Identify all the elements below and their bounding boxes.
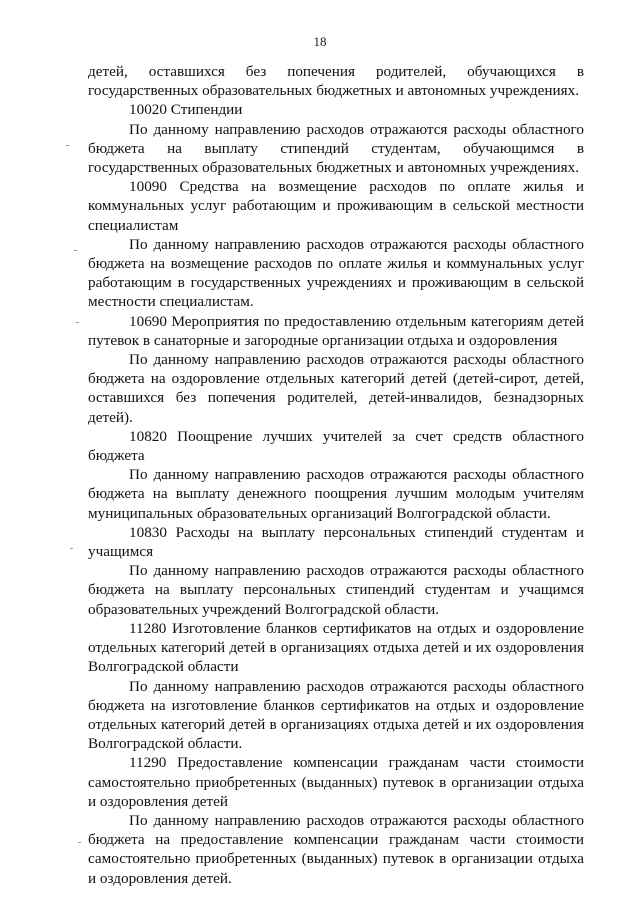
section-heading-10090: 10090 Средства на возмещение расходов по оплате жилья и коммунальных услуг работающим и проживающим в сельской местности специалистам <box>88 178 584 234</box>
section-text-11290: По данному направлению расходов отражаются расходы областного бюджета на предоставление компенсации гражданам части стоимости самостоятельно приобретенных (выданных) путевок в организации отдыха и оздоровления детей. <box>88 811 584 887</box>
section-heading-10830: 10830 Расходы на выплату персональных стипендий студентам и учащимся <box>88 523 584 561</box>
section-text-10020: По данному направлению расходов отражаются расходы областного бюджета на выплату стипендий студентам, обучающимся в государственных образовательных бюджетных и автономных учреждениях. <box>88 120 584 177</box>
paragraph-continuation: детей, оставшихся без попечения родителей, обучающихся в государственных образовательных бюджетных и автономных учреждениях. <box>88 63 584 100</box>
section-text-10820: По данному направлению расходов отражаются расходы областного бюджета на выплату денежного поощрения лучшим молодым учителям муниципальных образовательных организаций Волгоградской области. <box>88 466 584 522</box>
page-number: 18 <box>313 34 327 49</box>
scan-mark <box>78 842 81 843</box>
scan-mark <box>76 322 79 323</box>
section-text-11280: По данному направлению расходов отражаются расходы областного бюджета на изготовление бланков сертификатов на отдых и оздоровление отдельных категорий детей в организациях отдыха детей и их оздоровления Волгоградской области. <box>88 677 584 753</box>
document-body <box>88 62 584 888</box>
section-heading-10690: 10690 Мероприятия по предоставлению отдельным категориям детей путевок в санаторные и загородные организации отдыха и оздоровления <box>88 312 584 349</box>
section-heading-10020: 10020 Стипендии <box>129 101 243 119</box>
section-text-10690: По данному направлению расходов отражаются расходы областного бюджета на оздоровление отдельных категорий детей (детей-сирот, детей, оставшихся без попечения родителей, детей-инвалидов, безнадзорных детей). <box>88 351 584 426</box>
section-heading-11280: 11280 Изготовление бланков сертификатов на отдых и оздоровление отдельных категорий детей в организациях отдыха детей и их оздоровления Волгоградской области <box>88 619 584 676</box>
section-text-10830: По данному направлению расходов отражаются расходы областного бюджета на выплату персональных стипендий студентам и учащимся образовательных учреждений Волгоградской области. <box>88 562 584 618</box>
section-heading-11290: 11290 Предоставление компенсации гражданам части стоимости самостоятельно приобретенных (выданных) путевок в организации отдыха и оздоровления детей <box>88 754 584 810</box>
section-text-10090: По данному направлению расходов отражаются расходы областного бюджета на возмещение расходов по оплате жилья и коммунальных услуг работающим в государственных учреждениях и проживающим в сельской местности специалистам. <box>88 235 584 311</box>
scan-mark <box>70 548 73 549</box>
scan-mark <box>74 250 77 251</box>
scan-mark <box>66 145 69 146</box>
section-heading-10820: 10820 Поощрение лучших учителей за счет средств областного бюджета <box>88 427 584 465</box>
